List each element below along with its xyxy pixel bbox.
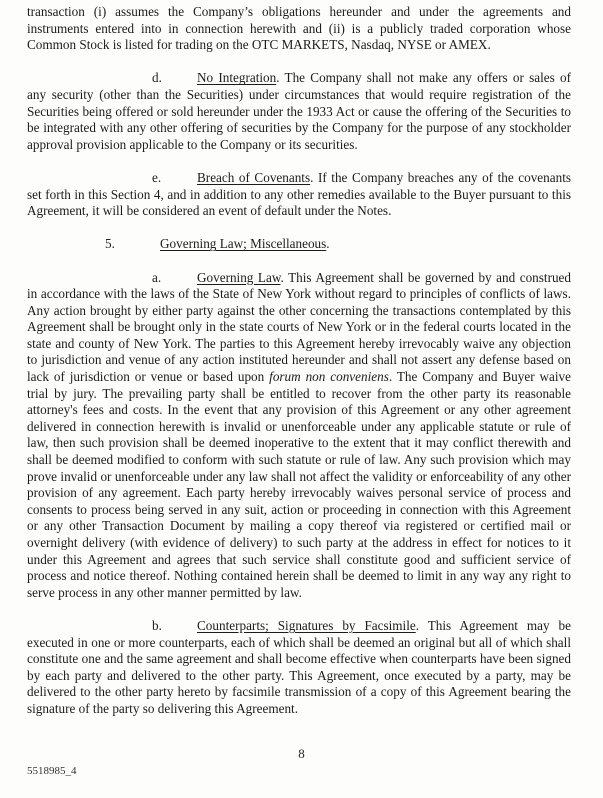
paragraph-clause-a [27,270,571,602]
clause-d-letter: d. [152,70,162,86]
paragraph-continuation-text: transaction (i) assumes the Company’s obligations hereunder and under the agreements and instruments entered into in connection herewith and (ii) is a publicly traded corporation whose Common Stock is listed for trading on the OTC MARKETS, Nasdaq, NYSE or AMEX. [27,4,571,53]
section-5-heading [27,236,571,253]
paragraph-clause-e [27,170,571,220]
section-5-title: Governing Law; Miscellaneous. [160,236,330,252]
paragraph-clause-d [27,70,571,153]
section-5-number: 5. [105,236,115,252]
page-number: 8 [298,746,305,761]
clause-e-text: Breach of Covenants. If the Company breaches any of the covenants set forth in this Section 4, and in addition to any other remedies available to the Buyer pursuant to this Agreement, it will be considered an event of default under the Notes. [27,169,571,219]
document-text-block [27,4,571,718]
paragraph-clause-b [27,618,571,718]
clause-d-text: No Integration. The Company shall not make any offers or sales of any security (other than the Securities) under circumstances that would require registration of the Securities being offered or sold hereunder under the 1933 Act or cause the offering of the Securities to be integrated with any other offering of securities by the Company for the purpose of any stockholder approval provision applicable to the Company or its securities. [27,70,571,152]
clause-b-letter: b. [152,617,162,633]
paragraph-continuation [27,4,571,54]
clause-a-letter: a. [152,269,162,285]
clause-a-text: Governing Law. This Agreement shall be governed by and construed in accordance with the laws of the State of New York without regard to principles of conflicts of laws. Any action brought by either party against the other concerning the transactions contemplated by this Agreement shall be brought only in the state courts of New York or in the federal courts located in the state and county of New York. The parties to this Agreement hereby irrevocably waive any objection to jurisdiction and venue of any action instituted hereunder and shall not assert any defense based on lack of jurisdiction or venue or based upon forum non conveniens. The Company and Buyer waive trial by jury. The prevailing party shall be entitled to recover from the other party its reasonable attorney's fees and costs. In the event that any provision of this Agreement or any other agreement delivered in connection herewith is invalid or unenforceable under any applicable statute or rule of law, then such provision shall be deemed inoperative to the extent that it may conflict therewith and shall be deemed modified to conform with such statute or rule of law. Any such provision which may prove invalid or unenforceable under any law shall not affect the validity or enforceability of any other provision of any agreement. Each party hereby irrevocably waives personal service of process and consents to process being served in any suit, action or proceeding in connection with this Agreement or any other Transaction Document by mailing a copy thereof via registered or certified mail or overnight delivery (with evidence of delivery) to such party at the address in effect for notices to it under this Agreement and agrees that such service shall constitute good and sufficient service of process and notice thereof. Nothing contained herein shall be deemed to limit in any way any right to serve process in any other manner permitted by law. [27,269,572,600]
clause-e-letter: e. [152,169,162,185]
clause-b-text: Counterparts; Signatures by Facsimile. This Agreement may be executed in one or more counterparts, each of which shall be deemed an original but all of which shall constitute one and the same agreement and shall become effective when counterparts have been signed by each party and delivered to the other party. This Agreement, once executed by a party, may be delivered to the other party hereto by facsimile transmission of a copy of this Agreement bearing the signature of the party so delivering this Agreement. [27,617,571,716]
footer-document-id: 5518985_4 [27,765,77,777]
